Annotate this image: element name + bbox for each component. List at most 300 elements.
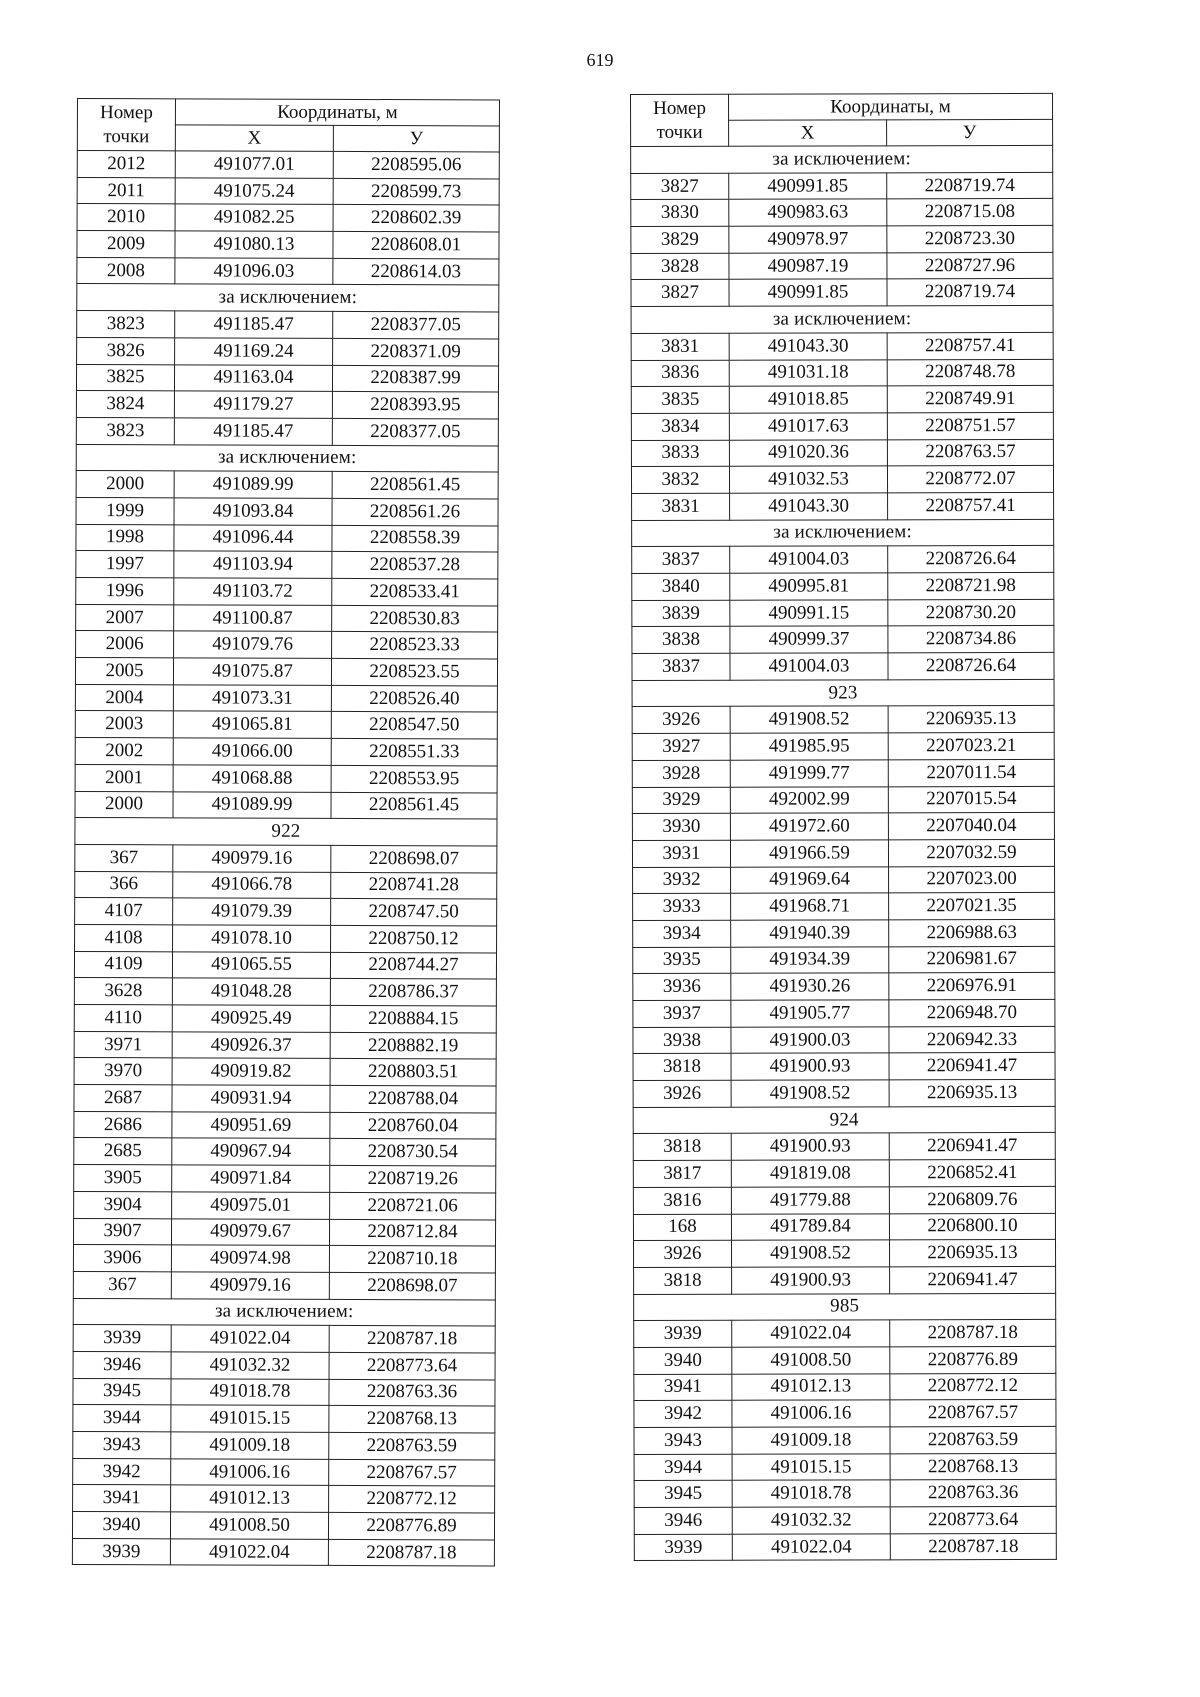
point-number-cell: 3926	[634, 1240, 732, 1267]
x-coordinate-cell: 491905.77	[731, 1000, 889, 1027]
x-coordinate-cell: 491075.87	[173, 658, 331, 685]
table-row	[73, 1378, 495, 1406]
point-number-cell: 1998	[76, 524, 174, 551]
y-coordinate-cell: 2208763.59	[329, 1432, 495, 1459]
point-number-cell: 3946	[73, 1351, 171, 1378]
table-row	[633, 973, 1055, 1001]
table-row	[631, 225, 1053, 253]
y-coordinate-cell: 2208698.07	[329, 1272, 495, 1299]
x-coordinate-cell: 491968.71	[731, 893, 889, 920]
table-row	[631, 359, 1053, 387]
y-coordinate-cell: 2208726.64	[888, 652, 1054, 679]
table-row	[76, 417, 498, 445]
y-coordinate-cell: 2208767.57	[329, 1459, 495, 1486]
x-coordinate-cell: 491008.50	[732, 1347, 890, 1374]
point-number-cell: 3944	[73, 1405, 171, 1432]
y-coordinate-cell: 2208763.36	[890, 1480, 1056, 1507]
point-number-cell: 367	[73, 1271, 171, 1298]
table-row	[631, 279, 1053, 307]
x-coordinate-cell: 491068.88	[173, 765, 331, 792]
x-coordinate-cell: 490979.16	[171, 1272, 329, 1299]
point-number-cell: 2009	[77, 231, 175, 258]
x-coordinate-cell: 491077.01	[175, 151, 333, 178]
x-coordinate-cell: 491032.32	[171, 1352, 329, 1379]
table-row	[76, 524, 498, 552]
x-coordinate-cell: 491078.10	[173, 925, 331, 952]
point-number-cell: 3836	[631, 360, 729, 387]
point-number-cell: 168	[633, 1214, 731, 1241]
x-coordinate-cell: 491900.93	[731, 1133, 889, 1160]
x-coordinate-cell: 490978.97	[729, 226, 887, 253]
x-coordinate-cell: 491032.32	[732, 1507, 890, 1534]
point-number-cell: 2005	[75, 658, 173, 685]
table-row	[77, 177, 499, 205]
point-number-cell: 2686	[74, 1111, 172, 1138]
point-number-cell: 3932	[633, 867, 731, 894]
point-number-header	[631, 94, 729, 146]
y-coordinate-cell: 2208741.28	[331, 872, 497, 899]
section-label: за исключением:	[632, 519, 1054, 547]
x-coordinate-cell: 491079.39	[173, 898, 331, 925]
y-coordinate-cell: 2206935.13	[890, 1240, 1056, 1267]
point-number-cell: 3832	[631, 466, 729, 493]
x-coordinate-cell: 490995.81	[730, 573, 888, 600]
point-number-cell: 2010	[77, 204, 175, 231]
x-coordinate-cell: 491020.36	[729, 439, 887, 466]
table-row	[77, 231, 499, 259]
point-number-cell: 3943	[73, 1431, 171, 1458]
y-coordinate-cell: 2206852.41	[889, 1160, 1055, 1187]
section-row	[633, 1106, 1055, 1134]
table-row	[633, 999, 1055, 1027]
y-coordinate-cell: 2206988.63	[889, 919, 1055, 946]
point-number-cell: 3941	[73, 1485, 171, 1512]
x-coordinate-cell: 491999.77	[730, 760, 888, 787]
y-coordinate-cell: 2208747.50	[331, 899, 497, 926]
table-row	[72, 1538, 494, 1566]
table-row	[632, 546, 1054, 574]
table-row	[632, 599, 1054, 627]
y-coordinate-cell: 2208715.08	[887, 199, 1053, 226]
y-coordinate-cell: 2208614.03	[333, 258, 499, 285]
x-coordinate-cell: 491908.52	[732, 1240, 890, 1267]
point-number-cell: 3824	[76, 391, 174, 418]
y-coordinate-cell: 2208710.18	[329, 1246, 495, 1273]
x-coordinate-cell: 491006.16	[732, 1400, 890, 1427]
y-coordinate-cell: 2208553.95	[331, 765, 497, 792]
y-coordinate-cell: 2207015.54	[888, 786, 1054, 813]
x-coordinate-cell: 491089.99	[174, 471, 332, 498]
table-row	[74, 951, 496, 979]
x-coordinate-cell: 491900.93	[732, 1267, 890, 1294]
coordinates-table-right	[630, 93, 1057, 1562]
x-coordinate-cell: 491009.18	[732, 1427, 890, 1454]
table-row	[76, 391, 498, 419]
y-coordinate-cell: 2206941.47	[889, 1053, 1055, 1080]
table-row	[73, 1405, 495, 1433]
x-coordinate-cell: 491015.15	[732, 1454, 890, 1481]
point-number-cell: 4108	[75, 924, 173, 951]
y-coordinate-cell: 2208757.41	[887, 332, 1053, 359]
point-number-cell: 3837	[632, 547, 730, 574]
point-number-cell: 366	[75, 871, 173, 898]
table-row	[76, 471, 498, 499]
table-row	[634, 1373, 1056, 1401]
point-number-cell: 3929	[632, 787, 730, 814]
y-coordinate-cell: 2208526.40	[331, 685, 497, 712]
section-label: за исключением:	[76, 444, 498, 472]
y-coordinate-cell: 2208393.95	[332, 392, 498, 419]
table-row	[631, 199, 1053, 227]
x-coordinate-cell: 491006.16	[171, 1459, 329, 1486]
section-row	[632, 519, 1054, 547]
point-number-cell: 3939	[634, 1534, 732, 1561]
y-header: У	[333, 125, 499, 152]
y-coordinate-cell: 2208730.54	[330, 1139, 496, 1166]
y-coordinate-cell: 2208537.28	[332, 552, 498, 579]
x-coordinate-cell: 490991.15	[730, 600, 888, 627]
table-row	[632, 706, 1054, 734]
point-number-cell: 3833	[631, 440, 729, 467]
x-coordinate-cell: 491018.78	[732, 1480, 890, 1507]
point-number-cell: 3945	[634, 1481, 732, 1508]
x-coordinate-cell: 491032.53	[729, 466, 887, 493]
y-coordinate-cell: 2208530.83	[332, 605, 498, 632]
point-number-cell: 3837	[632, 653, 730, 680]
x-coordinate-cell: 491065.81	[173, 711, 331, 738]
point-number-cell: 3628	[74, 978, 172, 1005]
table-body-left	[72, 151, 499, 1567]
table-row	[634, 1346, 1056, 1374]
point-number-cell: 3944	[634, 1454, 732, 1481]
x-coordinate-cell: 491185.47	[174, 418, 332, 445]
y-coordinate-cell: 2208773.64	[329, 1352, 495, 1379]
point-number-cell: 2003	[75, 711, 173, 738]
table-row	[632, 839, 1054, 867]
point-number-cell: 2002	[75, 738, 173, 765]
x-coordinate-cell: 490991.85	[729, 173, 887, 200]
y-coordinate-cell: 2208698.07	[331, 845, 497, 872]
y-coordinate-cell: 2206942.33	[889, 1026, 1055, 1053]
y-coordinate-cell: 2208547.50	[331, 712, 497, 739]
x-coordinate-cell: 491089.99	[173, 791, 331, 818]
point-number-cell: 3940	[634, 1347, 732, 1374]
x-coordinate-cell: 491012.13	[171, 1485, 329, 1512]
table-row	[633, 1053, 1055, 1081]
point-number-cell: 3831	[631, 333, 729, 360]
table-row	[634, 1400, 1056, 1428]
x-coordinate-cell: 491908.52	[730, 706, 888, 733]
point-number-cell: 3818	[633, 1054, 731, 1081]
x-coordinate-cell: 491018.85	[729, 386, 887, 413]
x-coordinate-cell: 491103.72	[174, 578, 332, 605]
table-row	[633, 919, 1055, 947]
point-number-cell: 2000	[76, 471, 174, 498]
x-coordinate-cell: 491096.44	[174, 524, 332, 551]
table-body-right	[631, 145, 1057, 1561]
y-coordinate-cell: 2208371.09	[333, 338, 499, 365]
point-number-cell: 3826	[77, 337, 175, 364]
table-row	[77, 311, 499, 339]
table-row	[74, 1138, 496, 1166]
table-row	[75, 711, 497, 739]
point-number-cell: 3939	[72, 1538, 170, 1565]
table-row	[632, 572, 1054, 600]
x-coordinate-cell: 491080.13	[175, 231, 333, 258]
table-row	[75, 738, 497, 766]
section-label: 922	[75, 818, 497, 846]
point-number-header	[77, 99, 175, 151]
x-coordinate-cell: 491082.25	[175, 204, 333, 231]
table-row	[73, 1325, 495, 1353]
y-coordinate-cell: 2208787.18	[890, 1533, 1056, 1560]
table-row	[75, 924, 497, 952]
x-coordinate-cell: 490979.67	[171, 1218, 329, 1245]
table-row	[632, 492, 1054, 520]
table-row	[631, 172, 1053, 200]
table-row	[633, 1133, 1055, 1161]
x-coordinate-cell: 490925.49	[172, 1005, 330, 1032]
point-number-cell: 2006	[76, 631, 174, 658]
y-coordinate-cell: 2208763.57	[887, 439, 1053, 466]
x-coordinate-cell: 490987.19	[729, 253, 887, 280]
y-coordinate-cell: 2208744.27	[330, 952, 496, 979]
table-row	[634, 1240, 1056, 1268]
y-coordinate-cell: 2208763.36	[329, 1379, 495, 1406]
y-coordinate-cell: 2208561.45	[331, 792, 497, 819]
x-coordinate-cell: 491789.84	[731, 1213, 889, 1240]
y-coordinate-cell: 2207023.21	[888, 733, 1054, 760]
point-number-cell: 3937	[633, 1000, 731, 1027]
table-row	[73, 1218, 495, 1246]
y-coordinate-cell: 2208721.98	[888, 572, 1054, 599]
x-coordinate-cell: 491966.59	[730, 840, 888, 867]
point-number-cell: 3817	[633, 1160, 731, 1187]
point-number-cell: 3945	[73, 1378, 171, 1405]
point-number-cell: 3906	[73, 1245, 171, 1272]
x-coordinate-cell: 491819.08	[731, 1160, 889, 1187]
y-coordinate-cell: 2208734.86	[888, 626, 1054, 653]
section-row	[73, 1298, 495, 1326]
y-coordinate-cell: 2208772.07	[887, 466, 1053, 493]
y-coordinate-cell: 2208803.51	[330, 1059, 496, 1086]
point-number-cell: 3926	[633, 1080, 731, 1107]
point-number-cell: 3931	[632, 840, 730, 867]
point-number-cell: 3829	[631, 226, 729, 253]
table-row	[74, 1004, 496, 1032]
table-row	[634, 1266, 1056, 1294]
x-coordinate-cell: 491022.04	[170, 1539, 328, 1566]
table-row	[73, 1458, 495, 1486]
x-coordinate-cell: 491075.24	[175, 178, 333, 205]
point-number-cell: 3927	[632, 733, 730, 760]
y-coordinate-cell: 2208712.84	[329, 1219, 495, 1246]
table-row	[634, 1480, 1056, 1508]
y-coordinate-cell: 2208884.15	[330, 1005, 496, 1032]
table-row	[631, 386, 1053, 414]
section-label: за исключением:	[77, 284, 499, 312]
y-coordinate-cell: 2208523.33	[332, 632, 498, 659]
section-row	[76, 444, 498, 472]
x-coordinate-cell: 491066.00	[173, 738, 331, 765]
x-coordinate-cell: 491022.04	[732, 1534, 890, 1561]
section-row	[631, 306, 1053, 334]
point-number-cell: 3946	[634, 1507, 732, 1534]
y-coordinate-cell: 2208767.57	[890, 1400, 1056, 1427]
x-coordinate-cell: 491103.94	[174, 551, 332, 578]
y-coordinate-cell: 2208595.06	[333, 151, 499, 178]
point-number-cell: 3971	[74, 1031, 172, 1058]
table-row	[74, 1165, 496, 1193]
x-coordinate-cell: 490975.01	[172, 1192, 330, 1219]
point-number-cell: 2012	[77, 151, 175, 178]
y-coordinate-cell: 2208730.20	[888, 599, 1054, 626]
table-row	[633, 1186, 1055, 1214]
y-coordinate-cell: 2208787.18	[890, 1320, 1056, 1347]
point-number-cell: 2007	[76, 604, 174, 631]
x-coordinate-cell: 491079.76	[174, 631, 332, 658]
point-number-cell: 1999	[76, 497, 174, 524]
y-coordinate-cell: 2208561.26	[332, 498, 498, 525]
table-row	[632, 626, 1054, 654]
x-coordinate-cell: 491066.78	[173, 871, 331, 898]
point-number-cell: 3941	[634, 1374, 732, 1401]
x-coordinate-cell: 491985.95	[730, 733, 888, 760]
y-coordinate-cell: 2208788.04	[330, 1085, 496, 1112]
x-coordinate-cell: 491779.88	[731, 1187, 889, 1214]
x-coordinate-cell: 490999.37	[730, 626, 888, 653]
section-row	[634, 1293, 1056, 1321]
table-row	[633, 893, 1055, 921]
y-coordinate-cell: 2208561.45	[332, 472, 498, 499]
table-row	[77, 337, 499, 365]
table-row	[634, 1533, 1056, 1561]
x-coordinate-cell: 491017.63	[729, 413, 887, 440]
x-coordinate-cell: 491022.04	[171, 1325, 329, 1352]
y-coordinate-cell: 2208787.18	[329, 1326, 495, 1353]
y-coordinate-cell: 2208533.41	[332, 578, 498, 605]
x-coordinate-cell: 490919.82	[172, 1058, 330, 1085]
y-coordinate-cell: 2206935.13	[889, 1079, 1055, 1106]
section-label: за исключением:	[73, 1298, 495, 1326]
y-coordinate-cell: 2208768.13	[890, 1453, 1056, 1480]
x-coordinate-cell: 490926.37	[172, 1032, 330, 1059]
table-row	[75, 791, 497, 819]
y-coordinate-cell: 2208558.39	[332, 525, 498, 552]
table-row	[631, 439, 1053, 467]
point-number-cell: 3830	[631, 200, 729, 227]
x-coordinate-cell: 490983.63	[729, 199, 887, 226]
x-coordinate-cell: 491093.84	[174, 498, 332, 525]
y-coordinate-cell: 2208768.13	[329, 1406, 495, 1433]
page-number: 619	[586, 50, 614, 70]
x-coordinate-cell: 491048.28	[172, 978, 330, 1005]
y-coordinate-cell: 2208773.64	[890, 1506, 1056, 1533]
y-coordinate-cell: 2207032.59	[888, 839, 1054, 866]
section-label: 924	[633, 1106, 1055, 1134]
y-coordinate-cell: 2208776.89	[328, 1512, 494, 1539]
section-row	[75, 818, 497, 846]
point-number-cell: 3828	[631, 253, 729, 280]
x-coordinate-cell: 491185.47	[175, 311, 333, 338]
point-number-cell: 3935	[633, 947, 731, 974]
y-coordinate-cell: 2208751.57	[887, 412, 1053, 439]
x-coordinate-cell: 491008.50	[170, 1512, 328, 1539]
y-coordinate-cell: 2208719.74	[887, 279, 1053, 306]
table-row	[632, 786, 1054, 814]
point-number-cell: 3940	[72, 1512, 170, 1539]
x-coordinate-cell: 491018.78	[171, 1378, 329, 1405]
point-number-cell: 3831	[632, 493, 730, 520]
x-coordinate-cell: 492002.99	[730, 786, 888, 813]
y-coordinate-cell: 2208723.30	[887, 225, 1053, 252]
x-coordinate-cell: 491972.60	[730, 813, 888, 840]
y-coordinate-cell: 2208760.04	[330, 1112, 496, 1139]
point-number-cell: 3823	[77, 311, 175, 338]
x-coordinate-cell: 491073.31	[173, 685, 331, 712]
x-coordinate-cell: 491900.03	[731, 1027, 889, 1054]
point-number-cell: 3930	[632, 813, 730, 840]
y-coordinate-cell: 2207011.54	[888, 759, 1054, 786]
y-coordinate-cell: 2207023.00	[889, 866, 1055, 893]
coordinates-header: Координаты, м	[175, 99, 499, 126]
y-coordinate-cell: 2208721.06	[330, 1192, 496, 1219]
y-coordinate-cell: 2208719.26	[330, 1166, 496, 1193]
x-coordinate-cell: 490971.84	[172, 1165, 330, 1192]
table-row	[634, 1320, 1056, 1348]
y-coordinate-cell: 2208599.73	[333, 178, 499, 205]
table-row	[633, 1213, 1055, 1241]
table-row	[74, 1031, 496, 1059]
section-label: 923	[632, 679, 1054, 707]
point-number-cell: 3838	[632, 627, 730, 654]
point-number-cell: 1996	[76, 577, 174, 604]
x-coordinate-cell: 491908.52	[731, 1080, 889, 1107]
x-coordinate-cell: 491009.18	[171, 1432, 329, 1459]
point-number-cell: 3816	[633, 1187, 731, 1214]
point-number-cell: 2685	[74, 1138, 172, 1165]
y-coordinate-cell: 2206948.70	[889, 999, 1055, 1026]
point-number-cell: 1997	[76, 551, 174, 578]
point-number-header-line2: точки	[103, 125, 150, 147]
y-coordinate-cell: 2206800.10	[889, 1213, 1055, 1240]
table-row	[631, 412, 1053, 440]
section-row	[631, 145, 1053, 173]
x-coordinate-cell: 490991.85	[729, 279, 887, 306]
x-coordinate-cell: 491015.15	[171, 1405, 329, 1432]
y-coordinate-cell: 2208377.05	[332, 418, 498, 445]
section-row	[77, 284, 499, 312]
table-row	[75, 844, 497, 872]
point-number-cell: 3933	[633, 893, 731, 920]
table-row	[73, 1271, 495, 1299]
y-coordinate-cell: 2208757.41	[888, 492, 1054, 519]
table-row	[74, 1085, 496, 1113]
x-header: Х	[175, 125, 333, 152]
x-header: Х	[729, 120, 887, 146]
table-row	[631, 332, 1053, 360]
table-row	[634, 1453, 1056, 1481]
y-coordinate-cell: 2208523.55	[331, 658, 497, 685]
x-coordinate-cell: 491004.03	[730, 653, 888, 680]
table-row	[631, 466, 1053, 494]
table-row	[74, 1191, 496, 1219]
point-number-cell: 3934	[633, 920, 731, 947]
y-coordinate-cell: 2208772.12	[890, 1373, 1056, 1400]
y-coordinate-cell: 2206976.91	[889, 973, 1055, 1000]
table-row	[633, 946, 1055, 974]
point-number-cell: 3827	[631, 173, 729, 200]
